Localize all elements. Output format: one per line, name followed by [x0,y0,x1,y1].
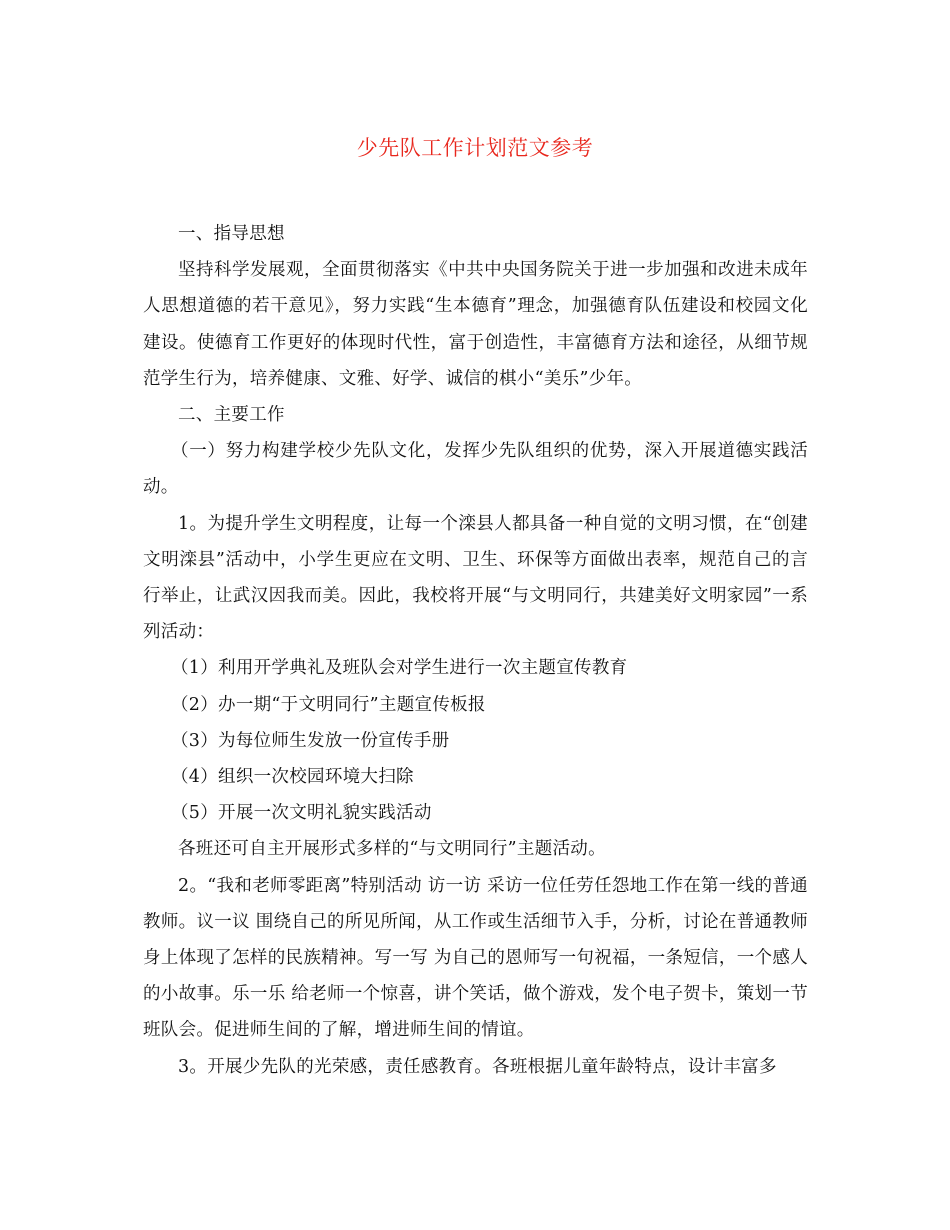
paragraph-class-activities: 各班还可自主开展形式多样的“与文明同行”主题活动。 [178,839,606,860]
list-item: （1）利用开学典礼及班队会对学生进行一次主题宣传教育 [171,658,628,679]
section-heading-main-work: 二、主要工作 [178,405,285,426]
paragraph-guiding-ideology: 坚持科学发展观，全面贯彻落实《中共中央国务院关于进一步加强和改进未成年人思想道德的若干意见》，努力实践“生本德育”理念，加强德育队伍建设和校园文化建设。使德育工作更好的体现时代性，富于创造性，丰富德育方法和途径，从细节规范学生行为，培养健康、文雅、好学、诚信的棋小“美乐”少年。 [143,260,808,389]
subsection-heading-1: （一）努力构建学校少先队文化，发挥少先队组织的优势，深入开展道德实践活动。 [143,441,808,498]
paragraph-honor-education: 3。开展少先队的光荣感，责任感教育。各班根据儿童年龄特点，设计丰富多 [178,1056,777,1077]
section-heading-guiding-ideology: 一、指导思想 [178,224,285,244]
document-title: 少先队工作计划范文参考 [356,136,594,160]
paragraph-civility: 1。为提升学生文明程度，让每一个滦县人都具备一种自觉的文明习惯，在“创建文明滦县”活动中，小学生更应在文明、卫生、环保等方面做出表率，规范自己的言行举止，让武汉因我而美。因此，我校将开展“与文明同行，共建美好文明家园”一系列活动： [143,513,808,643]
document-body [143,216,808,1085]
list-item: （2）办一期“于文明同行”主题宣传板报 [171,694,486,715]
list-item: （5）开展一次文明礼貌实践活动 [171,803,432,824]
paragraph-teacher-activity: 2。“我和老师零距离”特别活动 访一访 采访一位任劳任怨地工作在第一线的普通教师。议一议 围绕自己的所见所闻，从工作或生活细节入手，分析，讨论在普通教师身上体现了怎样的民族精神。写一写 为自己的恩师写一句祝福，一条短信，一个感人的小故事。乐一乐 给老师一个惊喜，讲个笑话，做个游戏，发个电子贺卡，策划一节班队会。促进师生间的了解，增进师生间的情谊。 [143,875,808,1041]
list-item: （3）为每位师生发放一份宣传手册 [171,730,450,751]
list-item: （4）组织一次校园环境大扫除 [171,767,414,788]
